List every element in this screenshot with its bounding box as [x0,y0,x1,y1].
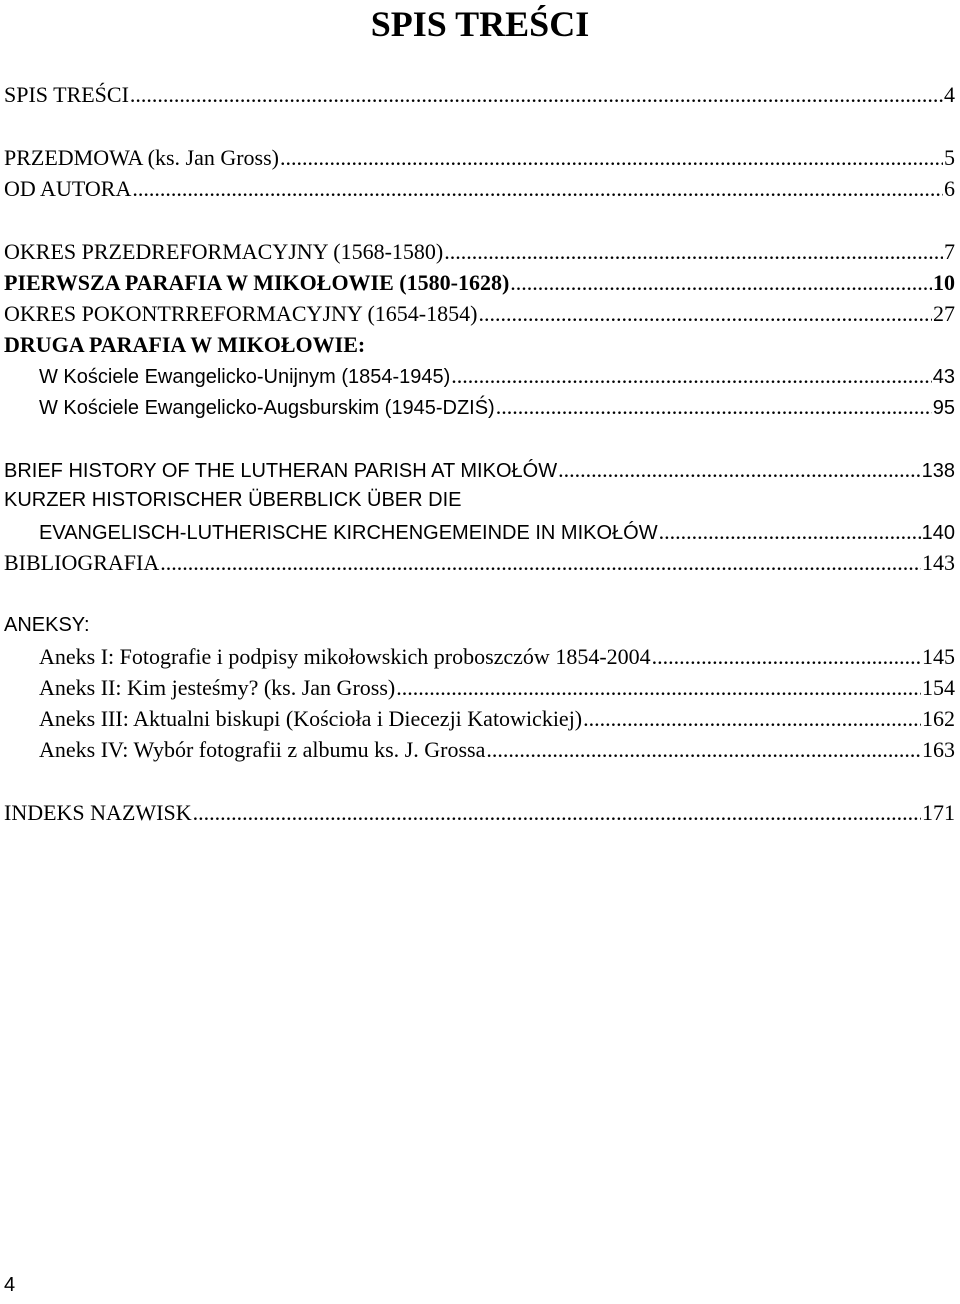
toc-entry-okres-pokontrreformacyjny[interactable] [4,298,955,329]
page-title: SPIS TREŚCI [370,4,590,44]
toc-entry-aneks-3[interactable] [4,703,955,734]
toc-leader-dots [659,516,921,547]
toc-entry-pierwsza-parafia[interactable] [4,267,955,298]
toc-leader-dots [132,173,943,204]
toc-entry-title: Aneks III: Aktualni biskupi (Kościoła i Diecezji Katowickiej) [39,706,583,731]
toc-entry-page: 162 [922,706,955,731]
toc-entry-title: BRIEF HISTORY OF THE LUTHERAN PARISH AT MIKOŁÓW [4,460,558,482]
toc-entry-przedmowa[interactable] [4,142,955,173]
toc-entry-unijny[interactable] [4,360,955,391]
toc-entry-augsburski[interactable] [4,391,955,422]
toc-entry-title: EVANGELISCH-LUTHERISCHE KIRCHENGEMEINDE IN MIKOŁÓW [39,522,658,544]
toc-entry-title: Aneks IV: Wybór fotografii z albumu ks. J. Grossa [39,737,486,762]
toc-entry-page: 154 [922,675,955,700]
toc-entry-page: 140 [921,522,955,544]
toc-entry-page: 145 [922,644,955,669]
toc-leader-dots [478,298,932,329]
toc-entry-page: 7 [944,239,955,264]
toc-entry-page: 138 [921,460,955,482]
toc-entry-page: 171 [922,800,955,825]
toc-section-heading: ANEKSY: [4,614,90,636]
toc-leader-dots [496,391,932,422]
toc-entry-brief-history[interactable] [4,454,955,485]
toc-leader-dots [130,79,943,110]
toc-entry-bibliografia[interactable] [4,547,955,578]
toc-leader-dots [444,236,943,267]
toc-entry-title: PRZEDMOWA (ks. Jan Gross) [4,145,279,170]
toc-leader-dots [510,267,932,298]
toc-entry-spis-tresci[interactable] [4,79,955,110]
toc-leader-dots [160,547,921,578]
toc-leader-dots [396,672,921,703]
toc-entry-title: KURZER HISTORISCHER ÜBERBLICK ÜBER DIE [4,489,462,511]
toc-entry-kurzer-ueberblick-line1 [4,485,955,516]
toc-entry-page: 143 [922,550,955,575]
footer-page-number: 4 [4,1274,16,1296]
toc-entry-title: Aneks II: Kim jesteśmy? (ks. Jan Gross) [39,675,396,700]
toc-entry-od-autora[interactable] [4,173,955,204]
toc-entry-title: OKRES PRZEDREFORMACYJNY (1568-1580) [4,239,444,264]
toc-entry-title: OD AUTORA [4,176,132,201]
toc-entry-title: PIERWSZA PARAFIA W MIKOŁOWIE (1580-1628) [4,270,510,295]
toc-entry-page: 95 [932,397,955,419]
toc-section-druga-parafia [4,329,955,360]
toc-leader-dots [583,703,921,734]
toc-section-heading: DRUGA PARAFIA W MIKOŁOWIE: [4,332,366,357]
toc-entry-title: OKRES POKONTRREFORMACYJNY (1654-1854) [4,301,478,326]
toc-leader-dots [280,142,943,173]
toc-entry-page: 163 [922,737,955,762]
toc-entry-page: 27 [933,301,955,326]
toc-entry-aneks-1[interactable] [4,641,955,672]
toc-entry-page: 4 [944,82,955,107]
toc-entry-page: 6 [944,176,955,201]
toc-entry-title: W Kościele Ewangelicko-Unijnym (1854-1945) [39,366,451,388]
toc-entry-okres-przedreformacyjny[interactable] [4,236,955,267]
toc-entry-title: INDEKS NAZWISK [4,800,192,825]
toc-entry-title: BIBLIOGRAFIA [4,550,160,575]
toc-entry-aneks-4[interactable] [4,734,955,765]
toc-section-aneksy [4,610,955,641]
toc-entry-title: W Kościele Ewangelicko-Augsburskim (1945-DZIŚ) [39,397,495,419]
toc-entry-kurzer-ueberblick-line2[interactable] [4,516,955,547]
toc-entry-title: SPIS TREŚCI [4,82,129,107]
toc-leader-dots [486,734,921,765]
toc-leader-dots [193,797,921,828]
toc-leader-dots [558,454,921,485]
toc-entry-title: Aneks I: Fotografie i podpisy mikołowskich proboszczów 1854-2004 [39,644,651,669]
toc-leader-dots [652,641,921,672]
toc-entry-aneks-2[interactable] [4,672,955,703]
toc-leader-dots [451,360,931,391]
toc-entry-indeks-nazwisk[interactable] [4,797,955,828]
table-of-contents [4,79,955,828]
toc-entry-page: 43 [932,366,955,388]
toc-entry-page: 10 [933,270,955,295]
toc-entry-page: 5 [944,145,955,170]
